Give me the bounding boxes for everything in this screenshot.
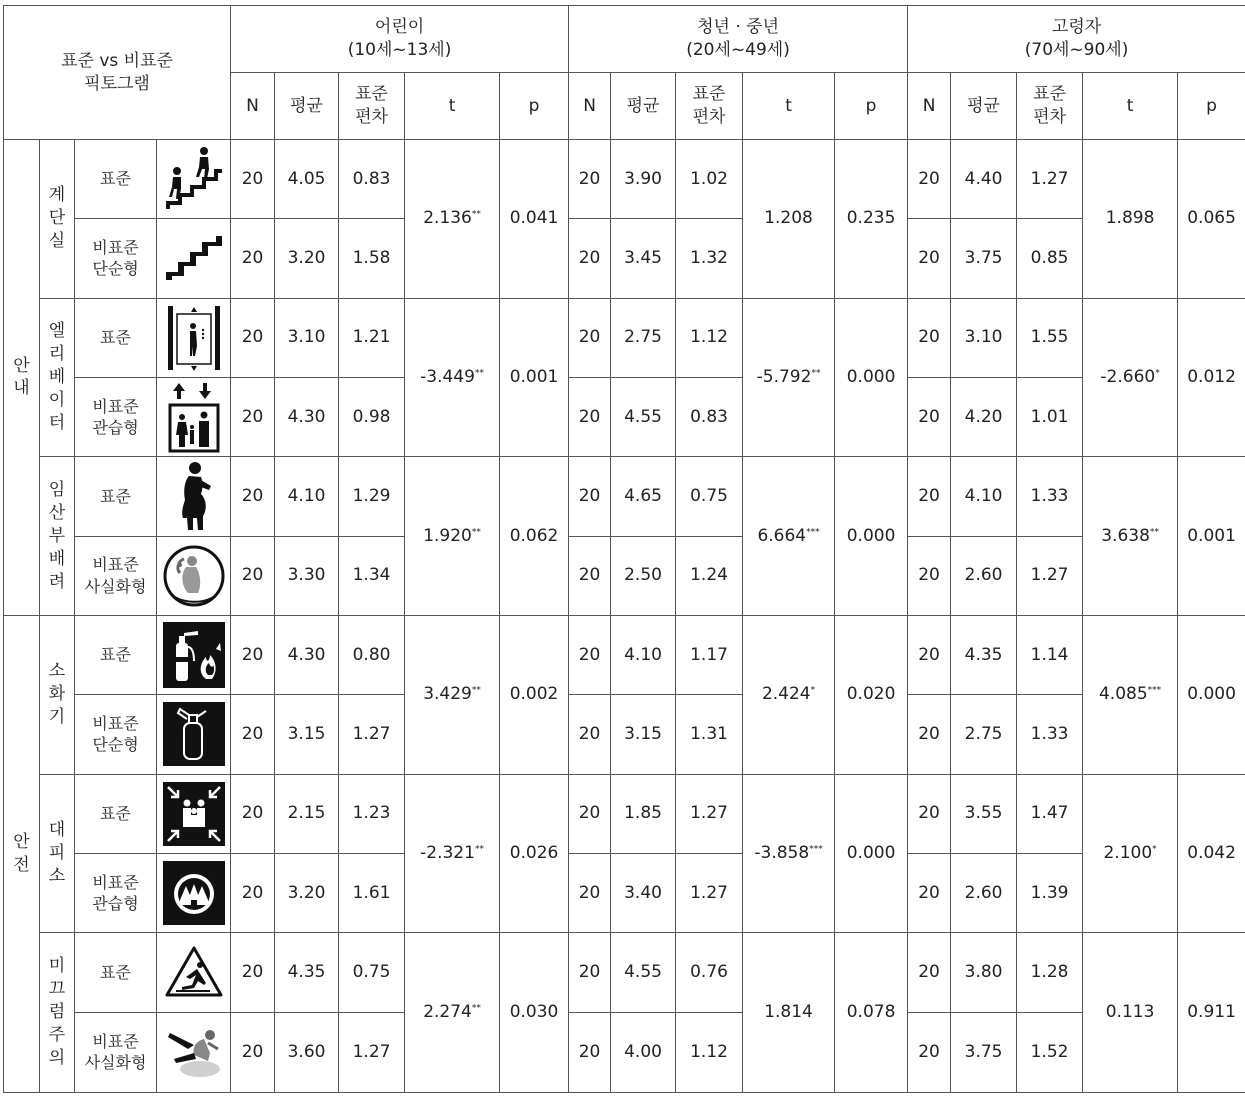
cell-mean: 3.75 — [951, 219, 1017, 298]
cell-sd: 1.28 — [1017, 933, 1083, 1012]
cell-sd: 1.27 — [339, 695, 405, 774]
cell-sd: 1.47 — [1017, 774, 1083, 853]
fire-extinguisher-icon — [157, 615, 231, 694]
cell-mean: 4.10 — [611, 615, 676, 694]
significance-marker: *** — [1147, 685, 1162, 696]
fire-extinguisher-icon — [162, 621, 226, 689]
cell-n: 20 — [569, 615, 611, 694]
cell-t — [743, 298, 835, 457]
t-value: -3.449 — [420, 367, 475, 388]
facility-label-char: 부 — [48, 525, 66, 546]
col-header-sd: 표준 편차 — [339, 73, 405, 140]
col-header-n: N — [231, 73, 275, 140]
elevator-family-icon — [165, 381, 223, 453]
significance-marker: * — [1155, 368, 1160, 379]
section-label — [4, 140, 40, 616]
cell-mean: 4.55 — [611, 933, 676, 1012]
facility-label-char: 이 — [48, 389, 66, 410]
cell-mean: 4.10 — [951, 457, 1017, 536]
cell-p: 0.041 — [500, 140, 569, 299]
cell-sd: 0.80 — [339, 615, 405, 694]
stairs-people-icon — [164, 147, 224, 211]
cell-n: 20 — [569, 774, 611, 853]
cell-mean: 3.20 — [275, 219, 339, 298]
cell-mean: 3.75 — [951, 1012, 1017, 1092]
group-header-adults: 청년 · 중년 (20세~49세) — [569, 6, 908, 73]
cell-p: 0.012 — [1178, 298, 1245, 457]
cell-t — [743, 774, 835, 933]
elevator-family-icon — [157, 377, 231, 456]
facility-label-char: 화 — [48, 684, 66, 705]
col-header-mean: 평균 — [611, 73, 676, 140]
cell-sd: 1.02 — [676, 140, 743, 219]
cell-sd: 1.32 — [676, 219, 743, 298]
stairs-people-icon — [157, 140, 231, 219]
cell-n: 20 — [231, 140, 275, 219]
elevator-standard-icon — [157, 298, 231, 377]
facility-label-char: 주 — [48, 1025, 66, 1046]
significance-marker: ** — [471, 209, 481, 220]
cell-p: 0.235 — [835, 140, 908, 299]
t-value: 4.085 — [1098, 684, 1148, 705]
t-value: 1.814 — [764, 1002, 813, 1023]
pictogram-type-label: 표준 — [75, 933, 157, 1012]
facility-label-char: 산 — [48, 502, 66, 523]
elevator-standard-icon — [165, 304, 223, 372]
cell-n: 20 — [908, 298, 951, 377]
col-header-sd: 표준 편차 — [676, 73, 743, 140]
cell-mean: 3.60 — [275, 1012, 339, 1092]
pregnant-realistic-icon — [162, 543, 226, 609]
cell-mean: 4.35 — [275, 933, 339, 1012]
cell-p: 0.026 — [500, 774, 569, 933]
significance-marker: ** — [471, 527, 481, 538]
cell-mean: 3.40 — [611, 853, 676, 932]
cell-sd: 1.17 — [676, 615, 743, 694]
cell-n: 20 — [231, 298, 275, 377]
cell-mean: 3.20 — [275, 853, 339, 932]
cell-mean: 2.75 — [951, 695, 1017, 774]
cell-sd: 1.27 — [339, 1012, 405, 1092]
cell-mean: 2.60 — [951, 853, 1017, 932]
cell-mean: 4.40 — [951, 140, 1017, 219]
cell-n: 20 — [231, 1012, 275, 1092]
cell-t — [405, 457, 500, 616]
cell-n: 20 — [569, 695, 611, 774]
cell-p: 0.030 — [500, 933, 569, 1093]
t-value: -5.792 — [756, 367, 812, 388]
facility-label-char: 기 — [48, 707, 66, 728]
cell-n: 20 — [908, 1012, 951, 1092]
cell-n: 20 — [908, 140, 951, 219]
facility-label — [40, 298, 75, 457]
facility-label-char: 실 — [48, 231, 66, 252]
shelter-icon — [162, 860, 226, 926]
pictogram-type-label: 비표준 사실화형 — [75, 1012, 157, 1092]
table-row — [4, 615, 1245, 694]
table-row — [4, 219, 1245, 298]
t-value: 3.638 — [1101, 525, 1150, 546]
facility-label — [40, 933, 75, 1093]
cell-mean: 1.85 — [611, 774, 676, 853]
cell-n: 20 — [569, 536, 611, 615]
cell-mean: 3.10 — [951, 298, 1017, 377]
facility-label-char: 단 — [48, 208, 66, 229]
cell-sd: 1.12 — [676, 1012, 743, 1092]
section-label-char: 안 — [13, 355, 30, 376]
cell-sd: 1.58 — [339, 219, 405, 298]
cell-mean: 3.45 — [611, 219, 676, 298]
cell-n: 20 — [569, 933, 611, 1012]
cell-mean: 4.30 — [275, 377, 339, 456]
table-row — [4, 1012, 1245, 1092]
assembly-point-icon — [162, 781, 226, 847]
facility-label-char: 의 — [48, 1048, 66, 1069]
cell-p: 0.078 — [835, 933, 908, 1093]
pictogram-type-label: 표준 — [75, 457, 157, 536]
cell-sd: 1.27 — [676, 774, 743, 853]
stairs-simple-icon — [164, 234, 224, 282]
cell-n: 20 — [908, 457, 951, 536]
cell-t — [743, 140, 835, 299]
slipping-person-icon — [157, 1012, 231, 1092]
cell-n: 20 — [231, 219, 275, 298]
cell-sd: 1.29 — [339, 457, 405, 536]
cell-p: 0.042 — [1178, 774, 1245, 933]
significance-marker: *** — [809, 844, 823, 855]
t-value: 0.113 — [1105, 1002, 1155, 1023]
assembly-point-icon — [157, 774, 231, 853]
cell-p: 0.062 — [500, 457, 569, 616]
pregnant-woman-icon — [173, 460, 215, 532]
table-row — [4, 457, 1245, 536]
stairs-simple-icon — [157, 219, 231, 298]
table-row — [4, 536, 1245, 615]
cell-n: 20 — [908, 853, 951, 932]
facility-label-char: 소 — [48, 865, 66, 886]
t-value: 2.274 — [423, 1002, 472, 1023]
cell-p: 0.065 — [1178, 140, 1245, 299]
significance-marker: * — [810, 685, 816, 696]
facility-label-char: 임 — [48, 479, 66, 500]
t-value: 1.898 — [1105, 208, 1155, 229]
cell-mean: 4.65 — [611, 457, 676, 536]
pictogram-type-label: 비표준 단순형 — [75, 695, 157, 774]
cell-sd: 1.55 — [1017, 298, 1083, 377]
col-header-p: p — [1178, 73, 1245, 140]
cell-t — [405, 298, 500, 457]
col-header-t: t — [405, 73, 500, 140]
cell-mean: 4.10 — [275, 457, 339, 536]
cell-n: 20 — [908, 774, 951, 853]
comparison-table — [3, 5, 1245, 1093]
table-row — [4, 298, 1245, 377]
t-value: 3.429 — [423, 684, 472, 705]
cell-n: 20 — [908, 933, 951, 1012]
cell-mean: 3.55 — [951, 774, 1017, 853]
cell-mean: 4.20 — [951, 377, 1017, 456]
table-body — [4, 140, 1245, 1093]
cell-sd: 1.34 — [339, 536, 405, 615]
cell-sd: 1.01 — [1017, 377, 1083, 456]
slippery-floor-icon — [164, 945, 224, 999]
pictogram-type-label: 비표준 관습형 — [75, 853, 157, 932]
cell-t — [405, 933, 500, 1093]
table-row — [4, 695, 1245, 774]
cell-sd: 0.83 — [339, 140, 405, 219]
pictogram-type-label: 표준 — [75, 140, 157, 219]
cell-t — [743, 457, 835, 616]
cell-sd: 1.39 — [1017, 853, 1083, 932]
pictogram-type-label: 표준 — [75, 298, 157, 377]
significance-marker: *** — [806, 527, 820, 538]
cell-t — [1083, 615, 1178, 774]
cell-t — [1083, 457, 1178, 616]
facility-label-char: 대 — [48, 820, 66, 841]
group-header-children: 어린이 (10세~13세) — [231, 6, 569, 73]
table-row — [4, 853, 1245, 932]
cell-n: 20 — [231, 933, 275, 1012]
cell-n: 20 — [231, 695, 275, 774]
facility-label-char: 엘 — [48, 321, 66, 342]
cell-mean: 3.15 — [275, 695, 339, 774]
significance-marker: ** — [471, 685, 481, 696]
section-label-char: 내 — [13, 378, 30, 399]
pictogram-type-label: 표준 — [75, 615, 157, 694]
col-header-mean: 평균 — [275, 73, 339, 140]
comparison-header — [4, 6, 231, 140]
cell-mean: 3.30 — [275, 536, 339, 615]
cell-sd: 1.27 — [1017, 140, 1083, 219]
pictogram-type-label: 비표준 관습형 — [75, 377, 157, 456]
col-header-mean: 평균 — [951, 73, 1017, 140]
cell-t — [1083, 298, 1178, 457]
col-header-p: p — [500, 73, 569, 140]
col-header-t: t — [1083, 73, 1178, 140]
cell-sd: 1.24 — [676, 536, 743, 615]
cell-sd: 0.83 — [676, 377, 743, 456]
facility-label — [40, 457, 75, 616]
cell-n: 20 — [231, 853, 275, 932]
t-value: 6.664 — [757, 525, 807, 546]
facility-label-char: 배 — [48, 548, 66, 569]
cell-sd: 1.61 — [339, 853, 405, 932]
group-header-elderly: 고령자 (70세~90세) — [908, 6, 1245, 73]
cell-sd: 1.27 — [676, 853, 743, 932]
cell-mean: 3.80 — [951, 933, 1017, 1012]
facility-label-char: 계 — [48, 185, 66, 206]
shelter-icon — [157, 853, 231, 932]
pictogram-type-label: 비표준 사실화형 — [75, 536, 157, 615]
cell-sd: 1.21 — [339, 298, 405, 377]
t-value: -3.858 — [754, 842, 810, 863]
cell-n: 20 — [908, 615, 951, 694]
cell-p: 0.002 — [500, 615, 569, 774]
cell-mean: 4.35 — [951, 615, 1017, 694]
cell-mean: 4.55 — [611, 377, 676, 456]
facility-label — [40, 615, 75, 774]
comparison-title: 표준 vs 비표준 — [61, 50, 173, 71]
col-header-n: N — [569, 73, 611, 140]
cell-p: 0.000 — [835, 457, 908, 616]
pictogram-type-label: 비표준 단순형 — [75, 219, 157, 298]
cell-t — [1083, 140, 1178, 299]
t-value: 2.100 — [1103, 842, 1153, 863]
cell-n: 20 — [569, 298, 611, 377]
cell-sd: 0.85 — [1017, 219, 1083, 298]
cell-sd: 0.76 — [676, 933, 743, 1012]
t-value: 2.136 — [423, 208, 472, 229]
cell-t — [743, 933, 835, 1093]
pregnant-woman-icon — [157, 457, 231, 536]
facility-label-char: 미 — [48, 956, 66, 977]
section-label-char: 안 — [13, 832, 30, 853]
cell-p: 0.000 — [835, 298, 908, 457]
cell-n: 20 — [908, 377, 951, 456]
cell-sd: 1.27 — [1017, 536, 1083, 615]
cell-p: 0.001 — [500, 298, 569, 457]
cell-sd: 0.75 — [676, 457, 743, 536]
table-row — [4, 774, 1245, 853]
table-row — [4, 140, 1245, 219]
col-header-sd: 표준 편차 — [1017, 73, 1083, 140]
facility-label-char: 리 — [48, 344, 66, 365]
significance-marker: ** — [471, 1003, 481, 1014]
pictogram-type-label: 표준 — [75, 774, 157, 853]
cell-sd: 1.31 — [676, 695, 743, 774]
col-header-n: N — [908, 73, 951, 140]
cell-sd: 1.12 — [676, 298, 743, 377]
cell-mean: 3.10 — [275, 298, 339, 377]
cell-sd: 1.33 — [1017, 457, 1083, 536]
cell-p: 0.000 — [1178, 615, 1245, 774]
t-value: -2.321 — [420, 842, 475, 863]
section-label-char: 전 — [13, 854, 30, 875]
cell-mean: 2.50 — [611, 536, 676, 615]
significance-marker: ** — [474, 844, 484, 855]
t-value: -2.660 — [1100, 367, 1156, 388]
cell-n: 20 — [231, 774, 275, 853]
cell-t — [405, 140, 500, 299]
fire-extinguisher-simple-icon — [162, 701, 226, 767]
cell-n: 20 — [569, 853, 611, 932]
cell-mean: 4.00 — [611, 1012, 676, 1092]
cell-p: 0.020 — [835, 615, 908, 774]
cell-p: 0.911 — [1178, 933, 1245, 1093]
table-row — [4, 933, 1245, 1012]
cell-sd: 0.98 — [339, 377, 405, 456]
significance-marker: ** — [474, 368, 484, 379]
cell-n: 20 — [569, 140, 611, 219]
cell-p: 0.000 — [835, 774, 908, 933]
cell-n: 20 — [908, 536, 951, 615]
t-value: 1.208 — [764, 208, 813, 229]
section-label — [4, 615, 40, 1092]
cell-t — [405, 615, 500, 774]
cell-n: 20 — [231, 615, 275, 694]
cell-sd: 1.33 — [1017, 695, 1083, 774]
facility-label-char: 베 — [48, 367, 66, 388]
cell-mean: 3.15 — [611, 695, 676, 774]
facility-label-char: 럼 — [48, 1002, 66, 1023]
cell-mean: 4.05 — [275, 140, 339, 219]
cell-sd: 0.75 — [339, 933, 405, 1012]
comparison-subtitle: 픽토그램 — [84, 73, 150, 94]
significance-marker: ** — [1149, 527, 1159, 538]
cell-mean: 2.15 — [275, 774, 339, 853]
cell-sd: 1.52 — [1017, 1012, 1083, 1092]
cell-t — [743, 615, 835, 774]
significance-marker: * — [1152, 844, 1157, 855]
slipping-person-icon — [164, 1023, 224, 1081]
significance-marker: ** — [811, 368, 821, 379]
fire-extinguisher-simple-icon — [157, 695, 231, 774]
cell-mean: 2.60 — [951, 536, 1017, 615]
t-value: 2.424 — [761, 684, 811, 705]
cell-sd: 1.23 — [339, 774, 405, 853]
cell-n: 20 — [908, 695, 951, 774]
facility-label-char: 피 — [48, 842, 66, 863]
cell-mean: 2.75 — [611, 298, 676, 377]
facility-label-char: 려 — [48, 571, 66, 592]
facility-label-char: 터 — [48, 412, 66, 433]
slippery-floor-icon — [157, 933, 231, 1012]
cell-mean: 4.30 — [275, 615, 339, 694]
cell-n: 20 — [231, 377, 275, 456]
facility-label — [40, 774, 75, 933]
cell-n: 20 — [569, 457, 611, 536]
col-header-t: t — [743, 73, 835, 140]
cell-t — [1083, 933, 1178, 1093]
cell-n: 20 — [569, 1012, 611, 1092]
table-row — [4, 377, 1245, 456]
pregnant-realistic-icon — [157, 536, 231, 615]
col-header-p: p — [835, 73, 908, 140]
cell-sd: 1.14 — [1017, 615, 1083, 694]
cell-mean: 3.90 — [611, 140, 676, 219]
cell-n: 20 — [231, 536, 275, 615]
cell-n: 20 — [569, 219, 611, 298]
cell-p: 0.001 — [1178, 457, 1245, 616]
facility-label-char: 소 — [48, 661, 66, 682]
cell-t — [1083, 774, 1178, 933]
cell-t — [405, 774, 500, 933]
cell-n: 20 — [231, 457, 275, 536]
facility-label-char: 끄 — [48, 979, 66, 1000]
t-value: 1.920 — [423, 525, 472, 546]
cell-n: 20 — [908, 219, 951, 298]
cell-n: 20 — [569, 377, 611, 456]
facility-label — [40, 140, 75, 299]
